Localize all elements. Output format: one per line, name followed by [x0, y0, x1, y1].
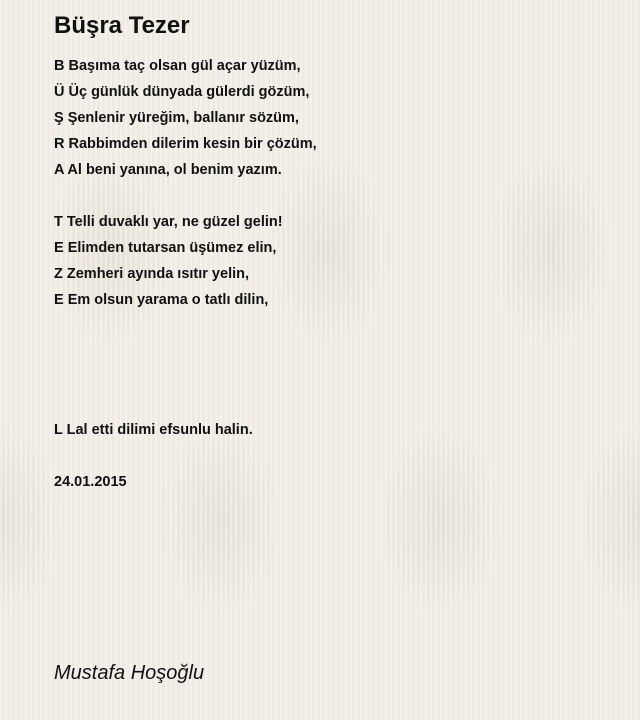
poem-body	[54, 53, 317, 495]
poem-final-line: L Lal etti dilimi efsunlu halin.	[54, 422, 253, 438]
poem-line: T Telli duvaklı yar, ne güzel gelin!	[54, 214, 283, 230]
poem-date: 24.01.2015	[54, 474, 127, 490]
poem-line: A Al beni yanına, ol benim yazım.	[54, 162, 282, 178]
stanza-break	[54, 183, 317, 209]
poem-line: Z Zemheri ayında ısıtır yelin,	[54, 266, 250, 282]
poem-line: B Başıma taç olsan gül açar yüzüm,	[54, 58, 301, 74]
stanza-break	[54, 313, 317, 417]
poem-line: E Em olsun yarama o tatlı dilin,	[54, 292, 269, 308]
poem-author: Mustafa Hoşoğlu	[54, 662, 205, 684]
poem-title: Büşra Tezer	[54, 12, 190, 39]
stanza-break	[54, 443, 317, 469]
poem-line: R Rabbimden dilerim kesin bir çözüm,	[54, 136, 317, 152]
poem-line: Ü Üç günlük dünyada gülerdi gözüm,	[54, 84, 310, 100]
poem-line: E Elimden tutarsan üşümez elin,	[54, 240, 277, 256]
poem-line: Ş Şenlenir yüreğim, ballanır sözüm,	[54, 110, 299, 126]
